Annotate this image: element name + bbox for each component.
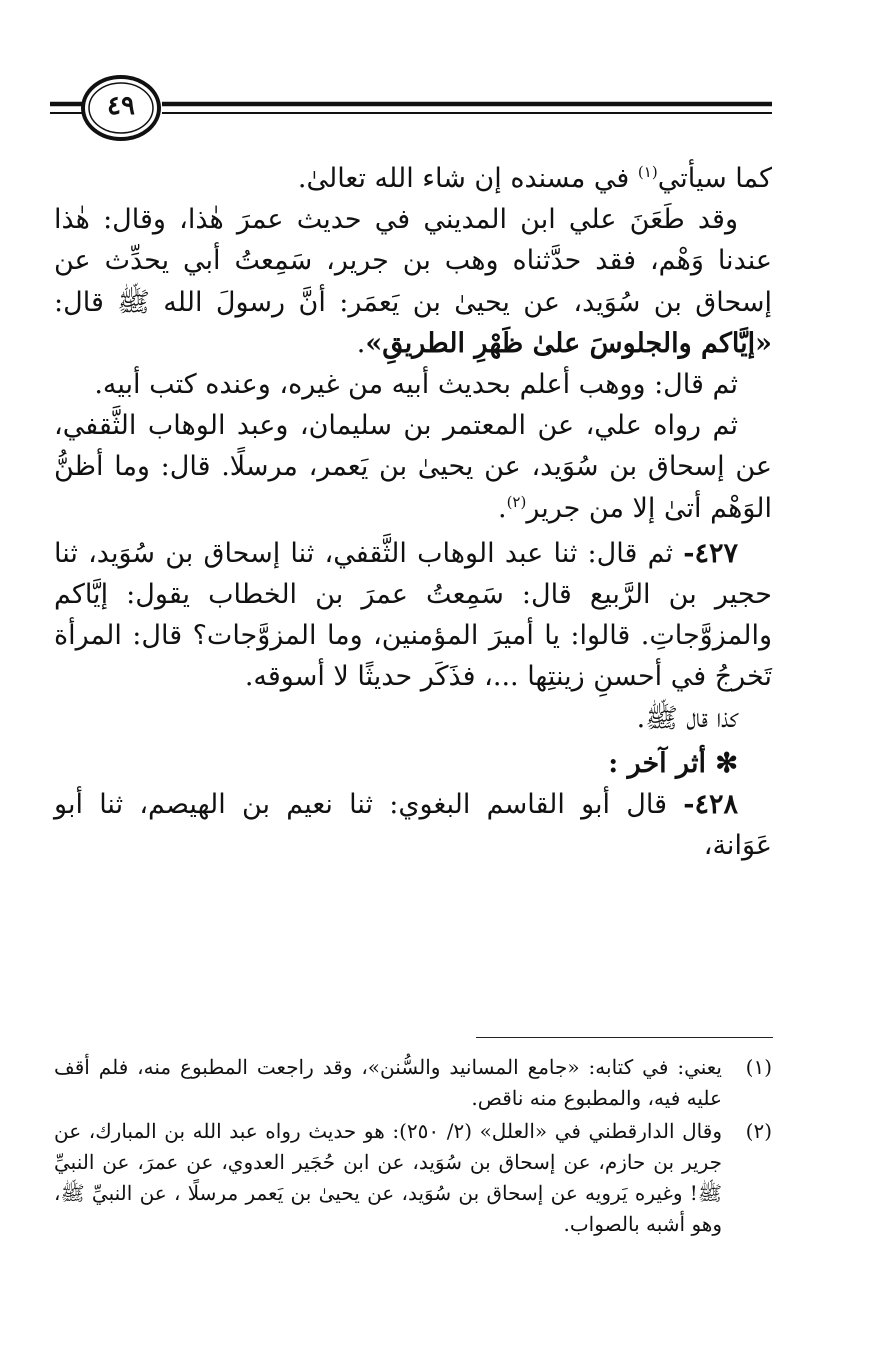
text-run: .: [497, 492, 507, 524]
bold-text: ٤٢٨-: [683, 789, 738, 821]
footnote-number: (١): [745, 1055, 772, 1079]
paragraph: [54, 405, 772, 529]
text-run: ثم رواه علي، عن المعتمر بن سليمان، وعبد الوهاب الثَّقفي، عن إسحاق بن سُوَيد، عن يحيىٰ بن يَعمر، مرسلًا. قال: وما أظنُّ الوَهْم أتىٰ إلا من جرير: [54, 410, 772, 524]
bold-text: ✻ أثر آخر :: [608, 747, 738, 779]
text-run: كما سيأتي: [657, 163, 772, 194]
text-run: ثم قال: ووهب أعلم بحديث أبيه من غيره، وعنده كتب أبيه.: [94, 369, 738, 401]
page-header: [0, 0, 873, 160]
text-run: وقد طَعَنَ علي ابن المديني في حديث عمرَ هٰذا، وقال: هٰذا عندنا وَهْم، فقد حدَّثناه وهب بن جرير، سَمِعتُ أبي يحدِّث عن إسحاق بن سُوَيد، عن يحيىٰ بن يَعمَر: أنَّ رسولَ الله ﷺ قال:: [54, 204, 772, 318]
footnotes: [54, 1052, 772, 1242]
text-run: .: [356, 327, 366, 359]
paragraph: [54, 364, 772, 405]
text-run: ثم قال: ثنا عبد الوهاب الثَّقفي، ثنا إسحاق بن سُوَيد، ثنا حجير بن الرَّبيع قال: سَمِعتُ عمرَ بن الخطاب يقول: إيَّاكم والمزوَّجاتِ. قالوا: يا أميرَ المؤمنين، وما المزوَّجات؟ قال: المرأة تَخرجُ في أحسنِ زينتِها ...، فذَكَر حديثًا لا أسوقه.: [54, 537, 772, 693]
paragraph: [54, 698, 772, 739]
footnote: [54, 1052, 772, 1114]
text-run: في مسنده إن شاء الله تعالىٰ.: [297, 163, 638, 194]
text-run: كذا قال ﷺ.: [636, 702, 738, 734]
footnote-text: وقال الدارقطني في «العلل» (٢/ ٢٥٠): هو حديث رواه عبد الله بن المبارك، عن جرير بن حازم، عن إسحاق بن سُوَيد، عن ابن حُجَير العدوي، عن عمرَ، عن النبيِّ ﷺ! وغيره يَرويه عن إسحاق بن سُوَيد، عن يحيىٰ بن يَعمر مرسلًا ، عن النبيِّ ﷺ، وهو أشبه بالصواب.: [54, 1119, 722, 1236]
bold-text: «إيَّاكم والجلوسَ علىٰ ظَهْرِ الطريقِ»: [365, 327, 772, 359]
footnote-divider: [476, 1037, 773, 1038]
footnote-marker: (١): [637, 163, 658, 181]
footnote-number: (٢): [745, 1119, 772, 1143]
bold-text: ٤٢٧-: [683, 537, 738, 569]
paragraph: [54, 784, 772, 866]
paragraph: [54, 158, 772, 199]
section-heading: [54, 743, 772, 784]
paragraph: [54, 199, 772, 364]
text-run: قال أبو القاسم البغوي: ثنا نعيم بن الهيصم، ثنا أبو عَوَانة،: [54, 789, 772, 862]
page-number: ٤٩: [107, 91, 135, 121]
main-text: [54, 158, 772, 866]
paragraph: [54, 533, 772, 698]
footnote-text: يعني: في كتابه: «جامع المسانيد والسُّنن»، وقد راجعت المطبوع منه، فلم أقف عليه فيه، والمطبوع منه ناقص.: [54, 1055, 722, 1110]
footnote-marker: (٢): [506, 492, 527, 511]
footnote: [54, 1116, 772, 1240]
